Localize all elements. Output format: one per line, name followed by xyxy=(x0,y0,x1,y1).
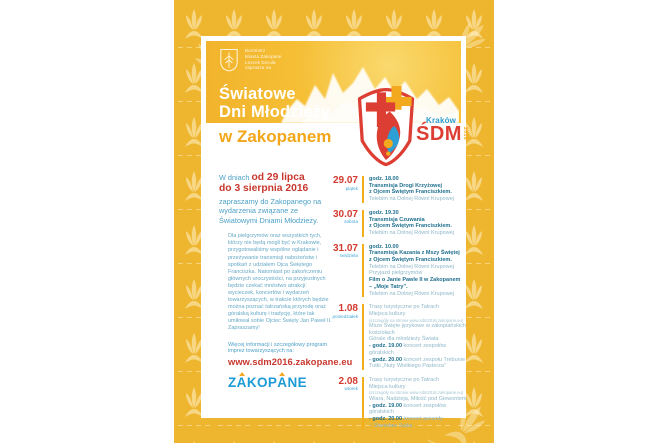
intro-prefix: W dniach xyxy=(219,173,252,182)
title-line-1: Światowe xyxy=(219,85,296,103)
title-line-2: Dni Młodzieży xyxy=(219,103,331,121)
inviter-block xyxy=(219,48,282,72)
schedule-date-column xyxy=(331,304,362,370)
schedule-line: – Stanisław Sojka xyxy=(369,422,413,429)
schedule-day: piątek xyxy=(345,185,358,191)
zakopane-logo-letters: Z xyxy=(228,375,237,391)
schedule-line: kościołach xyxy=(369,329,395,336)
schedule-entry xyxy=(331,377,467,429)
schedule-line: Telebim na Dolnej Równi Krupowej xyxy=(369,263,454,270)
schedule-line: Przyjazd pielgrzymów xyxy=(369,270,423,277)
zakopane-logo-accented-letter: A xyxy=(236,375,247,391)
schedule-line: - godz. 20.00 koncert gwiazdy xyxy=(369,415,443,422)
poster xyxy=(174,0,494,443)
schedule-line: Trasy turystyczne po Tatrach xyxy=(369,304,439,311)
schedule-line: (szczegóły na stronie www.sdm2016.zakopane.eu) xyxy=(369,317,464,323)
inviter-text xyxy=(245,48,282,71)
schedule-line: godz. 19.30 xyxy=(369,209,399,216)
schedule-line: – „Moje Tatry”. xyxy=(369,283,408,290)
schedule-line-time: - godz. 20.00 xyxy=(369,415,403,422)
schedule-line: godz. 18.00 xyxy=(369,176,399,182)
sdm-year-label: 2016 xyxy=(461,127,468,141)
sdm-city-label: Kraków xyxy=(426,116,457,125)
schedule-day: poniedziałek xyxy=(332,313,358,319)
schedule-line: (szczegóły na stronie www.sdm2016.zakopane.eu) xyxy=(369,390,464,396)
inviter-line: Burmistrz xyxy=(245,48,266,53)
schedule-entry-lines xyxy=(362,210,467,237)
poster-card xyxy=(201,36,468,429)
zakopane-crest-icon xyxy=(219,48,239,72)
schedule-date-column xyxy=(331,377,362,429)
poster-title xyxy=(219,85,331,121)
schedule-entry-lines xyxy=(362,176,467,203)
schedule-entry-lines xyxy=(362,377,467,429)
schedule-date-column xyxy=(331,210,362,237)
schedule-entry-lines xyxy=(362,304,467,370)
schedule-day: wtorek xyxy=(344,386,358,392)
schedule-entry xyxy=(331,176,467,203)
schedule-date: 1.08 xyxy=(338,303,358,315)
schedule-line: Tutki „Nuty Wielkiego Pasterza” xyxy=(369,363,446,370)
schedule-entry-lines xyxy=(362,244,467,298)
schedule-day: sobota xyxy=(344,219,358,225)
schedule-day: niedziela xyxy=(339,253,358,259)
schedule-line: Górale dla młodzieży Świata xyxy=(369,336,439,343)
wyd-shield-icon xyxy=(354,84,418,172)
zakopane-logo-accented-letter: A xyxy=(277,375,288,391)
schedule-list xyxy=(331,176,467,436)
schedule-line: Transmisja Czuwania xyxy=(369,216,425,223)
schedule-line: Wiara, Nadzieja, Miłość pod Giewontem xyxy=(369,395,467,402)
schedule-line: Transmisja Drogi Krzyżowej xyxy=(369,182,443,189)
schedule-line: godz. 10.00 xyxy=(369,243,399,250)
intro-date-range-start: od 29 lipca xyxy=(251,172,305,183)
schedule-line: Telebim na Dolnej Równi Krupowej xyxy=(369,229,454,236)
schedule-line: z Ojcem Świętym Franciszkiem. xyxy=(369,257,452,264)
schedule-line: Film o Janie Pawle II w Zakopanem xyxy=(369,277,461,284)
schedule-entry xyxy=(331,210,467,237)
schedule-date: 31.07 xyxy=(332,242,358,254)
inviter-line: zaprasza na xyxy=(245,65,272,71)
poster-subtitle: w Zakopanem xyxy=(219,127,332,146)
zakopane-logo-letters: NE xyxy=(287,375,307,391)
website-link[interactable]: www.sdm2016.zakopane.eu xyxy=(228,357,353,368)
schedule-line-time: - godz. 19.00 xyxy=(369,343,403,350)
schedule-line: - godz. 19.00 koncert zespołów góralskich xyxy=(369,402,447,416)
body-paragraph: Dla pielgrzymów oraz wszystkich tych, którzy nie będą mogli być w Krakowie, przygotowaliśmy wspólne oglądanie i przeżywanie transmisji nabożeństw i spotkań z udziałem Ojca Świętego Franciszka. Natomiast po zakończeniu głównych uroczystości, na przyjezdnych będzie czekać mnóstwo atrakcji: wycieczek, koncertów i wydarzeń towarzyszących, w trakcie których będzie można poznać tatrzańską przyrodę oraz góralską kulturę i tradycję, które tak umiłował sobie Ojciec Święty Jan Paweł II. Zapraszamy! xyxy=(228,233,332,332)
intro-invitation-text: zapraszamy do Zakopanego na wydarzenia związane ze Światowymi Dniami Młodzieży. xyxy=(219,197,322,225)
zakopane-logo xyxy=(219,375,332,390)
inviter-line: Miasta Zakopane xyxy=(245,53,282,59)
zakopane-logo-letters: KOP xyxy=(246,375,278,391)
schedule-line: Trasy turystyczne po Tatrach xyxy=(369,376,439,383)
schedule-line: z Ojcem Świętym Franciszkiem. xyxy=(369,223,452,230)
schedule-line-time: - godz. 20.00 xyxy=(369,356,403,363)
schedule-line: Miejsca kultury xyxy=(369,310,406,317)
schedule-line: Msze Święte językowe w zakopiańskich xyxy=(369,323,466,330)
schedule-line: Miejsca kultury xyxy=(369,383,406,390)
schedule-line: - godz. 20.00 koncert zespołu Trebunie xyxy=(369,356,465,363)
schedule-date: 29.07 xyxy=(332,175,358,186)
intro-date-range-end: do 3 sierpnia 2016 xyxy=(219,183,309,194)
schedule-line: Telebim na Dolnej Równi Krupowej xyxy=(369,290,454,297)
schedule-date-column xyxy=(331,244,362,298)
schedule-line: Transmisja Kazania z Mszy Świętej xyxy=(369,250,460,257)
sdm-acronym-label: ŚDM xyxy=(416,123,462,145)
intro-dates-line-1 xyxy=(219,172,332,183)
inviter-line: Leszek Dorula xyxy=(245,59,276,65)
schedule-date-column xyxy=(331,176,362,203)
schedule-line-time: - godz. 19.00 xyxy=(369,402,403,409)
schedule-line: - godz. 19.00 koncert zespołów góralskich xyxy=(369,343,447,356)
schedule-entry xyxy=(331,244,467,298)
sdm-logo-text xyxy=(416,116,467,144)
schedule-date: 2.08 xyxy=(338,375,358,387)
schedule-entry xyxy=(331,304,467,370)
schedule-line: Telebim na Dolnej Równi Krupowej xyxy=(369,196,454,203)
schedule-line: z Ojcem Świętym Franciszkiem. xyxy=(369,189,452,196)
sdm-krakow-logo xyxy=(354,84,466,176)
more-info-text: Więcej informacji i szczegółowy program imprez towarzyszących na: xyxy=(228,341,328,355)
schedule-date: 30.07 xyxy=(332,208,358,220)
